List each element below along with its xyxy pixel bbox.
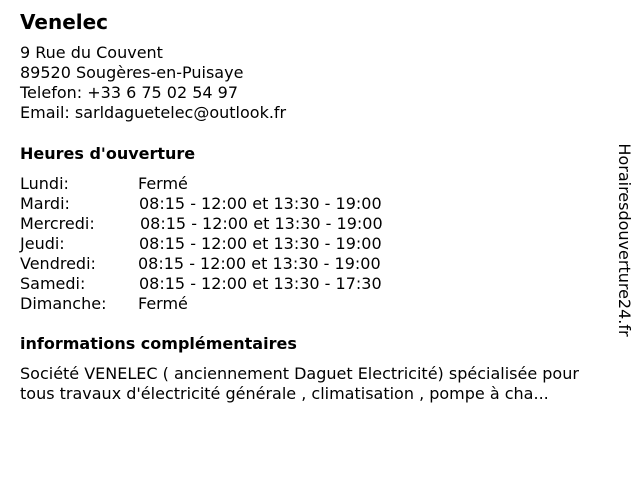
day-hours: Fermé xyxy=(138,294,188,313)
phone-number: Telefon: +33 6 75 02 54 97 xyxy=(20,83,239,102)
site-watermark: Horairesdouverture24.fr xyxy=(615,143,634,337)
day-label: Samedi: xyxy=(20,274,86,293)
address-street: 9 Rue du Couvent xyxy=(20,43,163,62)
day-label: Dimanche: xyxy=(20,294,107,313)
business-name: Venelec xyxy=(20,10,109,34)
additional-info-heading: informations complémentaires xyxy=(20,334,297,353)
day-hours: 08:15 - 12:00 et 13:30 - 17:30 xyxy=(139,274,382,293)
day-label: Vendredi: xyxy=(20,254,96,273)
opening-hours-heading: Heures d'ouverture xyxy=(20,144,196,163)
description-line-1: Société VENELEC ( anciennement Daguet Electricité) spécialisée pour xyxy=(20,364,579,383)
day-hours: 08:15 - 12:00 et 13:30 - 19:00 xyxy=(138,254,381,273)
day-hours: Fermé xyxy=(138,174,188,193)
address-city: 89520 Sougères-en-Puisaye xyxy=(20,63,244,82)
day-label: Lundi: xyxy=(20,174,69,193)
day-label: Jeudi: xyxy=(20,234,65,253)
day-hours: 08:15 - 12:00 et 13:30 - 19:00 xyxy=(139,194,382,213)
email-address: Email: sarldaguetelec@outlook.fr xyxy=(20,103,287,122)
description-line-2: tous travaux d'électricité générale , climatisation , pompe à cha... xyxy=(20,384,549,403)
day-label: Mardi: xyxy=(20,194,70,213)
day-label: Mercredi: xyxy=(20,214,95,233)
day-hours: 08:15 - 12:00 et 13:30 - 19:00 xyxy=(140,214,383,233)
day-hours: 08:15 - 12:00 et 13:30 - 19:00 xyxy=(139,234,382,253)
